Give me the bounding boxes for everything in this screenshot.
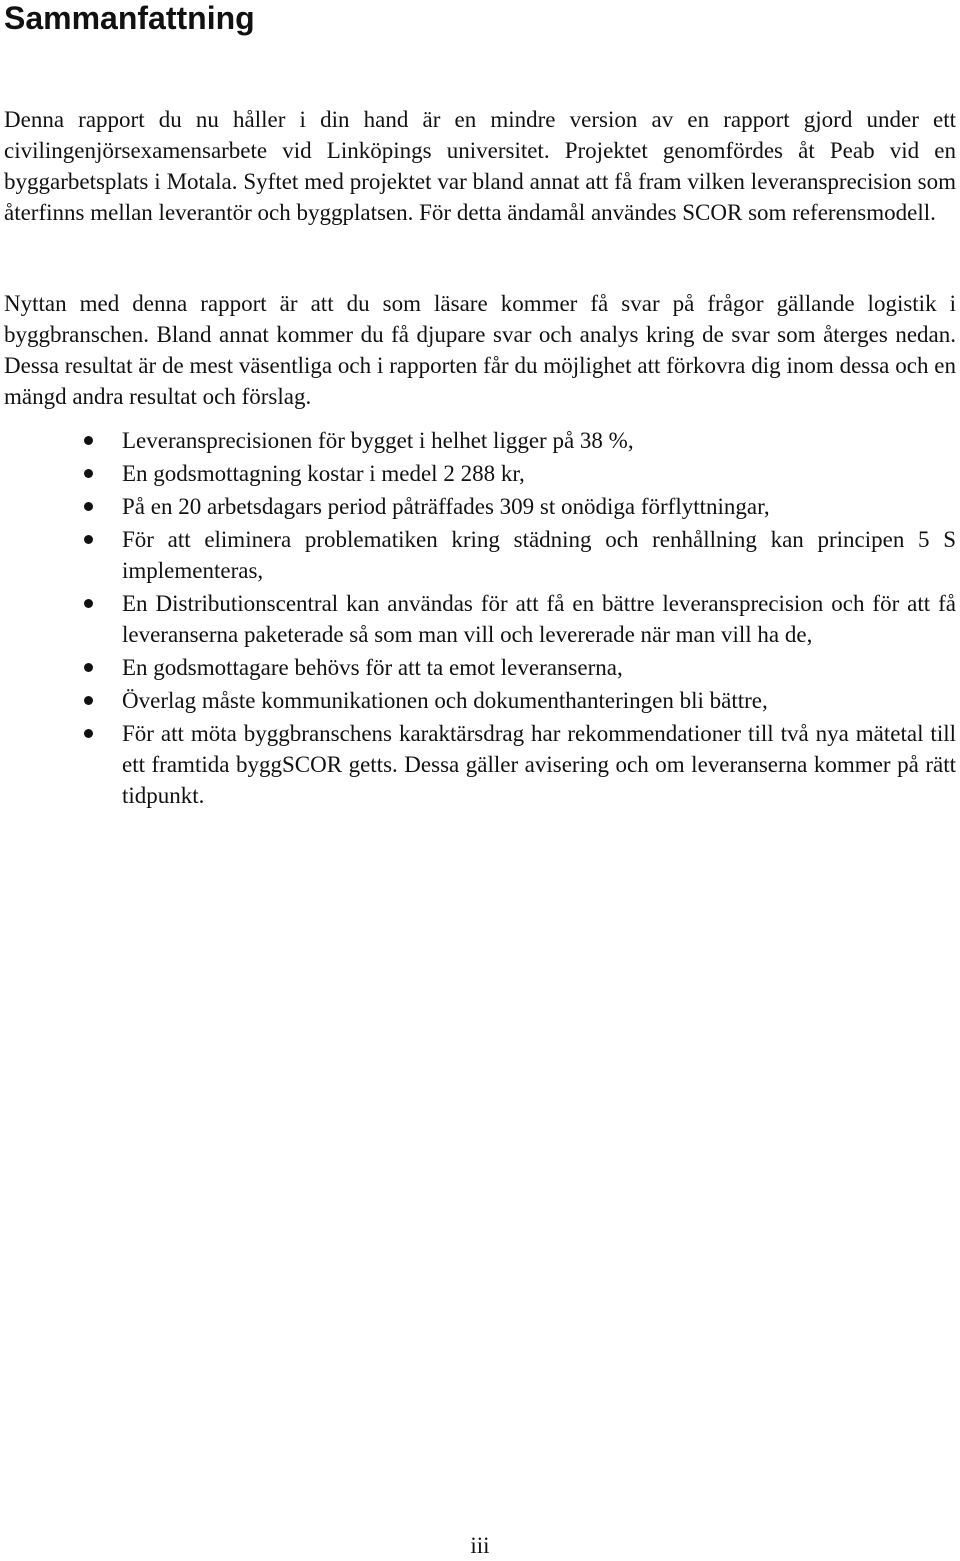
bullet-icon bbox=[84, 436, 93, 445]
bullet-icon bbox=[84, 696, 93, 705]
list-item bbox=[0, 491, 960, 522]
page-number: iii bbox=[470, 1533, 490, 1558]
results-list bbox=[0, 425, 960, 813]
list-item bbox=[0, 718, 960, 811]
bullet-icon bbox=[84, 663, 93, 672]
paragraph-intro: Denna rapport du nu håller i din hand är en mindre version av en rapport gjord under ett civilingenjörsexamensarbete vid Linköpings universitet. Projektet genomfördes åt Peab vid en byggarbetsplats i Motala. Syftet med projektet var bland annat att få fram vilken leveransprecision som återfinns mellan leverantör och byggplatsen. För detta ändamål användes SCOR som referensmodell. bbox=[4, 107, 956, 225]
list-item bbox=[0, 685, 960, 716]
list-item-text: På en 20 arbetsdagars period påträffades 309 st onödiga förflyttningar, bbox=[122, 494, 770, 519]
page-title: Sammanfattning bbox=[4, 0, 255, 36]
list-item bbox=[0, 524, 960, 586]
bullet-icon bbox=[84, 729, 93, 738]
list-item-text: En godsmottagare behövs för att ta emot leveranserna, bbox=[122, 655, 623, 680]
list-item bbox=[0, 458, 960, 489]
list-item-text: För att möta byggbranschens karaktärsdrag har rekommendationer till två nya mätetal till ett framtida byggSCOR getts. Dessa gäller avisering och om leveranserna kommer på rätt tidpunkt. bbox=[122, 721, 956, 808]
paragraph-benefits: Nyttan med denna rapport är att du som läsare kommer få svar på frågor gällande logistik i byggbranschen. Bland annat kommer du få djupare svar och analys kring de svar som återges nedan. Dessa resultat är de mest väsentliga och i rapporten får du möjlighet att förkovra dig inom dessa och en mängd andra resultat och förslag. bbox=[4, 291, 956, 409]
list-item-text: En Distributionscentral kan användas för att få en bättre leveransprecision och för att få leveranserna paketerade så som man vill och levererade när man vill ha de, bbox=[122, 591, 956, 647]
list-item-text: Leveransprecisionen för bygget i helhet ligger på 38 %, bbox=[122, 428, 634, 453]
list-item-text: Överlag måste kommunikationen och dokumenthanteringen bli bättre, bbox=[122, 688, 768, 713]
list-item bbox=[0, 425, 960, 456]
bullet-icon bbox=[84, 599, 93, 608]
list-item bbox=[0, 652, 960, 683]
bullet-icon bbox=[84, 502, 93, 511]
bullet-icon bbox=[84, 469, 93, 478]
list-item-text: En godsmottagning kostar i medel 2 288 kr, bbox=[122, 461, 525, 486]
bullet-icon bbox=[84, 535, 93, 544]
list-item-text: För att eliminera problematiken kring städning och renhållning kan principen 5 S implementeras, bbox=[122, 527, 956, 583]
list-item bbox=[0, 588, 960, 650]
